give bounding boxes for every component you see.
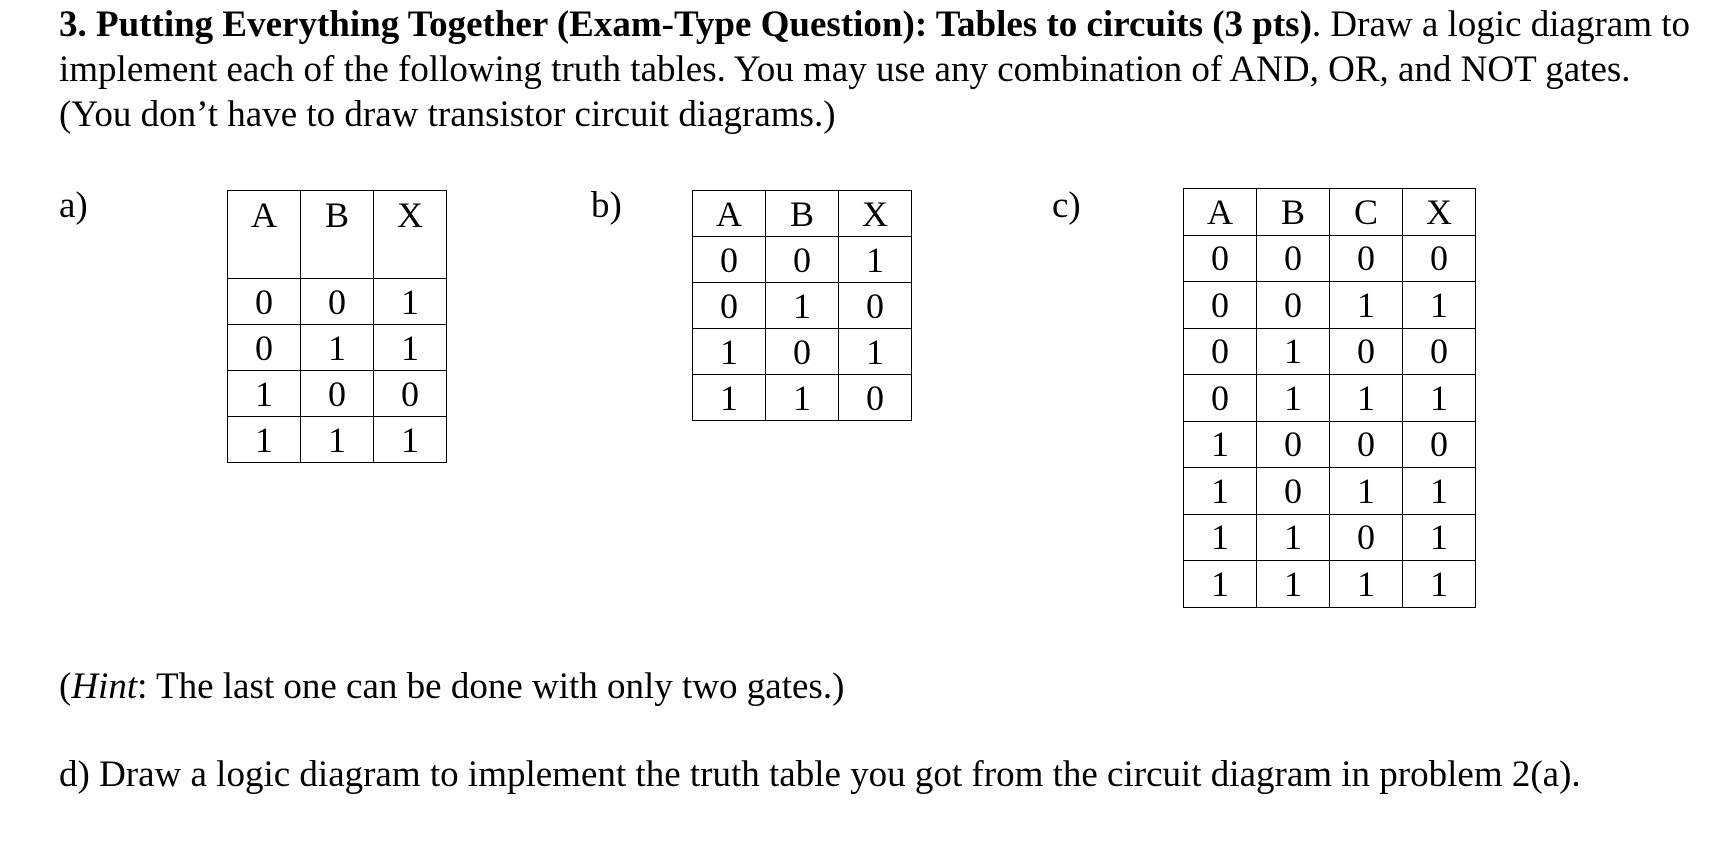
table-row (228, 325, 447, 371)
header-cell: A (228, 191, 301, 279)
header-cell: B (301, 191, 374, 279)
header-cell: A (1184, 189, 1257, 236)
table-cell: 1 (228, 417, 301, 463)
table-cell: 1 (839, 329, 912, 375)
table-cell: 1 (1257, 561, 1330, 608)
table-cell: 1 (301, 417, 374, 463)
part-c-label: c) (1052, 185, 1081, 226)
table-cell: 0 (1184, 235, 1257, 282)
table-row (1184, 468, 1476, 515)
table-cell: 0 (839, 283, 912, 329)
table-row (1184, 235, 1476, 282)
table-cell: 1 (693, 375, 766, 421)
header-cell: X (374, 191, 447, 279)
question-title: 3. Putting Everything Together (Exam-Type Question): Tables to circuits (3 pts) (59, 4, 1312, 45)
table-row (228, 417, 447, 463)
table-row (693, 329, 912, 375)
table-cell: 0 (1184, 282, 1257, 329)
header-cell: C (1330, 189, 1403, 236)
truth-table-c (1183, 188, 1476, 608)
table-row (693, 283, 912, 329)
table-cell: 0 (1330, 421, 1403, 468)
table-cell: 1 (1184, 468, 1257, 515)
part-b-label: b) (591, 185, 622, 226)
table-cell: 1 (374, 325, 447, 371)
table-cell: 0 (1330, 235, 1403, 282)
table-cell: 1 (1330, 375, 1403, 422)
table-cell: 1 (1403, 561, 1476, 608)
table-row (1184, 514, 1476, 561)
table-cell: 0 (1257, 468, 1330, 515)
table-cell: 0 (228, 325, 301, 371)
table-cell: 1 (1257, 514, 1330, 561)
table-cell: 1 (1330, 468, 1403, 515)
hint-word: Hint (71, 666, 138, 707)
table-row (693, 375, 912, 421)
table-cell: 1 (374, 279, 447, 325)
question-text (59, 2, 1699, 137)
header-cell: B (766, 191, 839, 237)
header-cell: X (839, 191, 912, 237)
table-cell: 1 (1403, 375, 1476, 422)
table-header-row (228, 191, 447, 279)
table-cell: 0 (1403, 328, 1476, 375)
table-row (1184, 328, 1476, 375)
hint-open: ( (59, 666, 72, 707)
truth-table-a (227, 190, 447, 463)
table-cell: 1 (1257, 328, 1330, 375)
table-cell: 0 (374, 371, 447, 417)
table-cell: 1 (839, 237, 912, 283)
table-row (1184, 421, 1476, 468)
table-cell: 0 (693, 283, 766, 329)
table-cell: 0 (301, 371, 374, 417)
hint-body: : The last one can be done with only two gates.) (137, 666, 845, 707)
table-cell: 1 (228, 371, 301, 417)
table-cell: 1 (1257, 375, 1330, 422)
table-header-row (693, 191, 912, 237)
table-cell: 1 (1184, 514, 1257, 561)
table-cell: 0 (1184, 328, 1257, 375)
table-row (1184, 282, 1476, 329)
table-cell: 0 (1403, 235, 1476, 282)
table-row (228, 371, 447, 417)
question-body: . Draw a logic diagram to implement each of the following truth tables. You may use any combination of AND, OR, and NOT gates. (You don’t have to draw transistor circuit diagrams.) (59, 4, 1690, 135)
table-cell: 0 (1257, 235, 1330, 282)
truth-table-b (692, 190, 912, 421)
table-cell: 0 (301, 279, 374, 325)
table-cell: 1 (1403, 468, 1476, 515)
table-cell: 0 (1184, 375, 1257, 422)
header-cell: X (1403, 189, 1476, 236)
table-row (1184, 561, 1476, 608)
table-cell: 1 (1330, 561, 1403, 608)
table-cell: 1 (1184, 561, 1257, 608)
table-cell: 1 (301, 325, 374, 371)
table-cell: 0 (1330, 514, 1403, 561)
part-d-text: d) Draw a logic diagram to implement the truth table you got from the circuit diagram in problem 2(a). (59, 754, 1581, 795)
table-cell: 1 (374, 417, 447, 463)
table-row (1184, 375, 1476, 422)
table-row (228, 279, 447, 325)
table-cell: 0 (1330, 328, 1403, 375)
table-cell: 1 (766, 283, 839, 329)
table-cell: 1 (1403, 282, 1476, 329)
table-cell: 1 (693, 329, 766, 375)
part-a-label: a) (59, 185, 88, 226)
table-cell: 0 (1257, 421, 1330, 468)
table-cell: 0 (839, 375, 912, 421)
table-cell: 0 (693, 237, 766, 283)
table-row (693, 237, 912, 283)
header-cell: A (693, 191, 766, 237)
table-cell: 0 (1257, 282, 1330, 329)
table-cell: 0 (228, 279, 301, 325)
table-header-row (1184, 189, 1476, 236)
header-cell: B (1257, 189, 1330, 236)
hint-text (59, 664, 844, 709)
table-cell: 1 (1403, 514, 1476, 561)
table-cell: 1 (1330, 282, 1403, 329)
table-cell: 0 (766, 237, 839, 283)
table-cell: 1 (766, 375, 839, 421)
table-cell: 0 (766, 329, 839, 375)
table-cell: 1 (1184, 421, 1257, 468)
table-cell: 0 (1403, 421, 1476, 468)
